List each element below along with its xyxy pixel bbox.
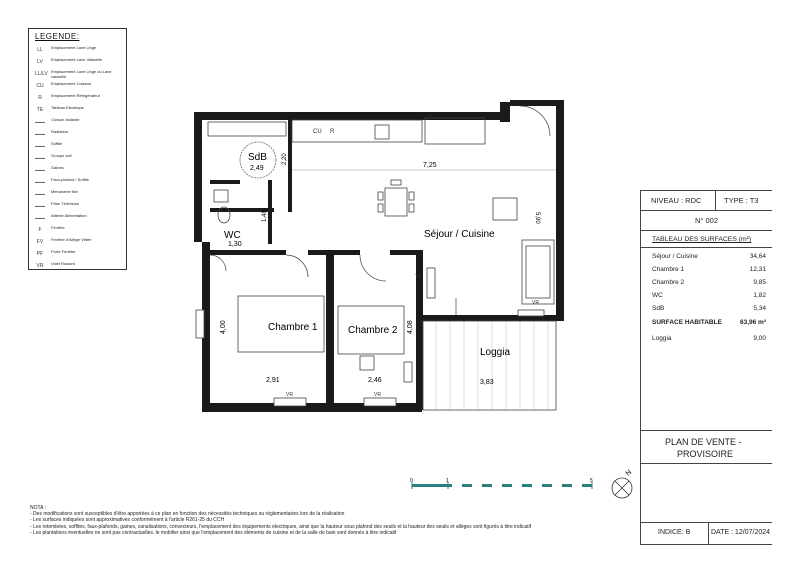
north-arrow-icon <box>606 468 636 502</box>
legend-symbol-icon: FV <box>36 239 44 245</box>
legend-symbol-icon <box>35 166 45 171</box>
room-sdb-name: SdB <box>248 152 267 163</box>
floor-plan <box>180 100 580 420</box>
legend-label: Emplacement Lave Linge <box>51 45 97 50</box>
legend-box <box>28 28 127 270</box>
niveau-label: NIVEAU : RDC <box>651 196 702 205</box>
note-line: - Des modifications sont susceptibles d'être apportées à ce plan en fonction des nécessités techniques ou réglementaires lors de la réalisation <box>30 511 345 518</box>
bathroom-fixtures <box>208 122 286 223</box>
legend-item <box>33 141 125 151</box>
wall-ch1-ch2 <box>326 250 334 410</box>
table-title: TABLEAU DES SURFACES (m²) <box>652 236 752 243</box>
legend-item <box>33 153 125 163</box>
legend-label: Faux-plafond / Soffite <box>51 177 89 182</box>
legend-item <box>33 105 125 115</box>
wall-ch1-top <box>210 250 286 255</box>
label-r: R <box>330 129 335 135</box>
legend-item <box>33 177 125 187</box>
walls <box>194 100 564 412</box>
legend-label: Cloison Isolante <box>51 117 80 122</box>
surface-row-value: 34,64 <box>749 253 766 260</box>
legend-label: Emplacement Lave Vaisselle <box>51 57 103 62</box>
legend-item <box>33 261 125 271</box>
room-sejour-name: Séjour / Cuisine <box>424 229 495 240</box>
dining-table <box>378 180 517 220</box>
legend-item <box>33 69 125 79</box>
label-cu: CU <box>313 129 322 135</box>
legend-item <box>33 45 125 55</box>
legend-label: Emplacement Cuisson <box>51 81 92 86</box>
legend-item <box>33 237 125 247</box>
legend-item <box>33 129 125 139</box>
indice-label: INDICE: B <box>658 529 691 536</box>
scale-mid: 1 <box>446 478 449 484</box>
legend-item <box>33 225 125 235</box>
legend-symbol-icon: LV <box>37 59 43 65</box>
room-chambre2-name: Chambre 2 <box>348 325 398 336</box>
room-wc-name: WC <box>224 230 241 241</box>
label-tv: TV <box>415 274 422 280</box>
room-sdb-area: 2,49 <box>250 165 264 172</box>
status-line-2: PROVISOIRE <box>677 449 734 459</box>
legend-label: Fenêtre d'Allège Vitrée <box>51 237 92 242</box>
legend-title: LEGENDE: <box>35 32 80 41</box>
label-vr-3: VR <box>532 300 539 306</box>
legend-symbol-icon: LL/LV <box>35 71 48 77</box>
dim-sejour-width: 7,25 <box>423 162 437 169</box>
legend-label: Menuiserie fixe <box>51 189 78 194</box>
legend-item <box>33 165 125 175</box>
dim-sdb-side: 2,20 <box>282 153 288 165</box>
legend-label: Porte Fenêtre <box>51 249 76 254</box>
legend-symbol-icon <box>35 154 45 159</box>
legend-symbol-icon: PF <box>36 251 44 257</box>
surface-row-label: Séjour / Cuisine <box>652 253 698 260</box>
legend-symbol-icon <box>35 202 45 207</box>
legend-symbol-icon <box>35 214 45 219</box>
dim-chambre2-height: 4,08 <box>407 320 414 334</box>
legend-symbol-icon: VR <box>36 263 44 269</box>
total-value: 63,96 m² <box>739 319 766 326</box>
note-line: - Les retombées, soffites, faux-plafonds, gaines, canalisations, convecteurs, l'emplacement des équipements électriques, ainsi que la hauteur sous plafond des seuils et la hauteur des seuils et allèges sont figurés à titre indicatif <box>30 523 532 530</box>
legend-label: Attente Alimentation <box>51 213 87 218</box>
dim-chambre2-width: 2,46 <box>368 377 382 384</box>
room-loggia-area: 3,83 <box>480 379 494 386</box>
scale-bar <box>408 476 598 496</box>
note-line: - Les surfaces indiquées sont approximatives conformément à l'article R261-25 du CCH <box>30 517 225 524</box>
legend-label: Volet Roulant <box>51 261 75 266</box>
legend-symbol-icon: LL <box>37 47 43 53</box>
notes-title: NOTA : <box>30 505 47 511</box>
legend-label: Prise Télévision <box>51 201 80 206</box>
legend-label: Gaines <box>51 165 64 170</box>
legend-label: Soffite <box>51 141 63 146</box>
wall-top-right <box>510 100 560 106</box>
wall-wc-right <box>268 180 272 244</box>
legend-symbol-icon <box>35 142 45 147</box>
legend-symbol-icon <box>35 178 45 183</box>
legend-symbol-icon <box>35 118 45 123</box>
legend-item <box>33 81 125 91</box>
wall-wc-top <box>210 180 240 184</box>
note-line: - Les plantations éventuelles ne sont pas contractuelles. le mobilier ainsi que l'emplacement des éléments de cuisine et de la salle de bain sont donnés à titre indicatif <box>30 529 397 536</box>
wall-ch2-top <box>334 250 360 255</box>
notes <box>30 505 630 536</box>
dim-sejour-right: 5,90 <box>534 212 540 224</box>
north-label: N <box>624 468 634 478</box>
legend-symbol-icon <box>35 130 45 135</box>
surface-row-value: 12,31 <box>749 266 766 273</box>
surface-row-label: Chambre 2 <box>652 279 685 286</box>
scale-end: 5 <box>590 478 593 484</box>
info-panel <box>640 190 772 545</box>
surface-row-label: SdB <box>652 305 665 312</box>
loggia-label: Loggia <box>652 335 672 342</box>
legend-item <box>33 213 125 223</box>
dim-wc-side: 1,48 <box>262 210 268 222</box>
wall-top-notch <box>500 102 510 122</box>
wall-sdb-right <box>288 120 292 212</box>
surface-row-label: WC <box>652 292 663 299</box>
type-label: TYPE : T3 <box>724 196 759 205</box>
legend-item <box>33 189 125 199</box>
legend-symbol-icon: TE <box>36 107 44 113</box>
legend-item <box>33 201 125 211</box>
wall-left-upper <box>194 112 202 242</box>
legend-item <box>33 117 125 127</box>
scale-start: 0 <box>410 478 413 484</box>
wall-top-left <box>194 112 504 120</box>
loggia-outline <box>423 321 556 410</box>
legend-item <box>33 249 125 259</box>
legend-label: Groupe soll <box>51 153 72 158</box>
loggia-tiles <box>436 321 548 410</box>
surface-row-value: 1,82 <box>753 292 766 299</box>
legend-label: Fenêtre <box>51 225 65 230</box>
legend-label: Emplacement Lave Linge ou Lave vaisselle <box>51 69 112 79</box>
legend-label: Emplacement Réfrigérateur <box>51 93 100 98</box>
legend-symbol-icon <box>35 190 45 195</box>
legend-item <box>33 93 125 103</box>
room-wc-area: 1,30 <box>228 241 242 248</box>
label-vr-1: VR <box>286 392 293 398</box>
legend-symbol-icon: F <box>38 227 42 233</box>
lot-number: N° 002 <box>695 216 719 225</box>
legend-symbol-icon: R <box>38 95 42 101</box>
dim-chambre1-height: 4,00 <box>220 320 227 334</box>
room-loggia-name: Loggia <box>480 347 511 358</box>
legend-symbol-icon: CU <box>36 83 44 89</box>
label-vr-2: VR <box>374 392 381 398</box>
wall-right <box>556 100 564 315</box>
room-chambre1-name: Chambre 1 <box>268 322 318 333</box>
total-label: SURFACE HABITABLE <box>652 319 722 326</box>
legend-label: Radiateur <box>51 129 69 134</box>
dim-chambre1-width: 2,91 <box>266 377 280 384</box>
legend-label: Tableau Electrique <box>51 105 84 110</box>
loggia-value: 9,00 <box>753 335 766 342</box>
status-line-1: PLAN DE VENTE - <box>665 437 742 447</box>
surface-row-label: Chambre 1 <box>652 266 685 273</box>
date-label: DATE : 12/07/2024 <box>711 529 771 536</box>
surface-row-value: 5,34 <box>753 305 766 312</box>
sofa <box>522 240 554 304</box>
surface-row-value: 9,85 <box>753 279 766 286</box>
legend-item <box>33 57 125 67</box>
